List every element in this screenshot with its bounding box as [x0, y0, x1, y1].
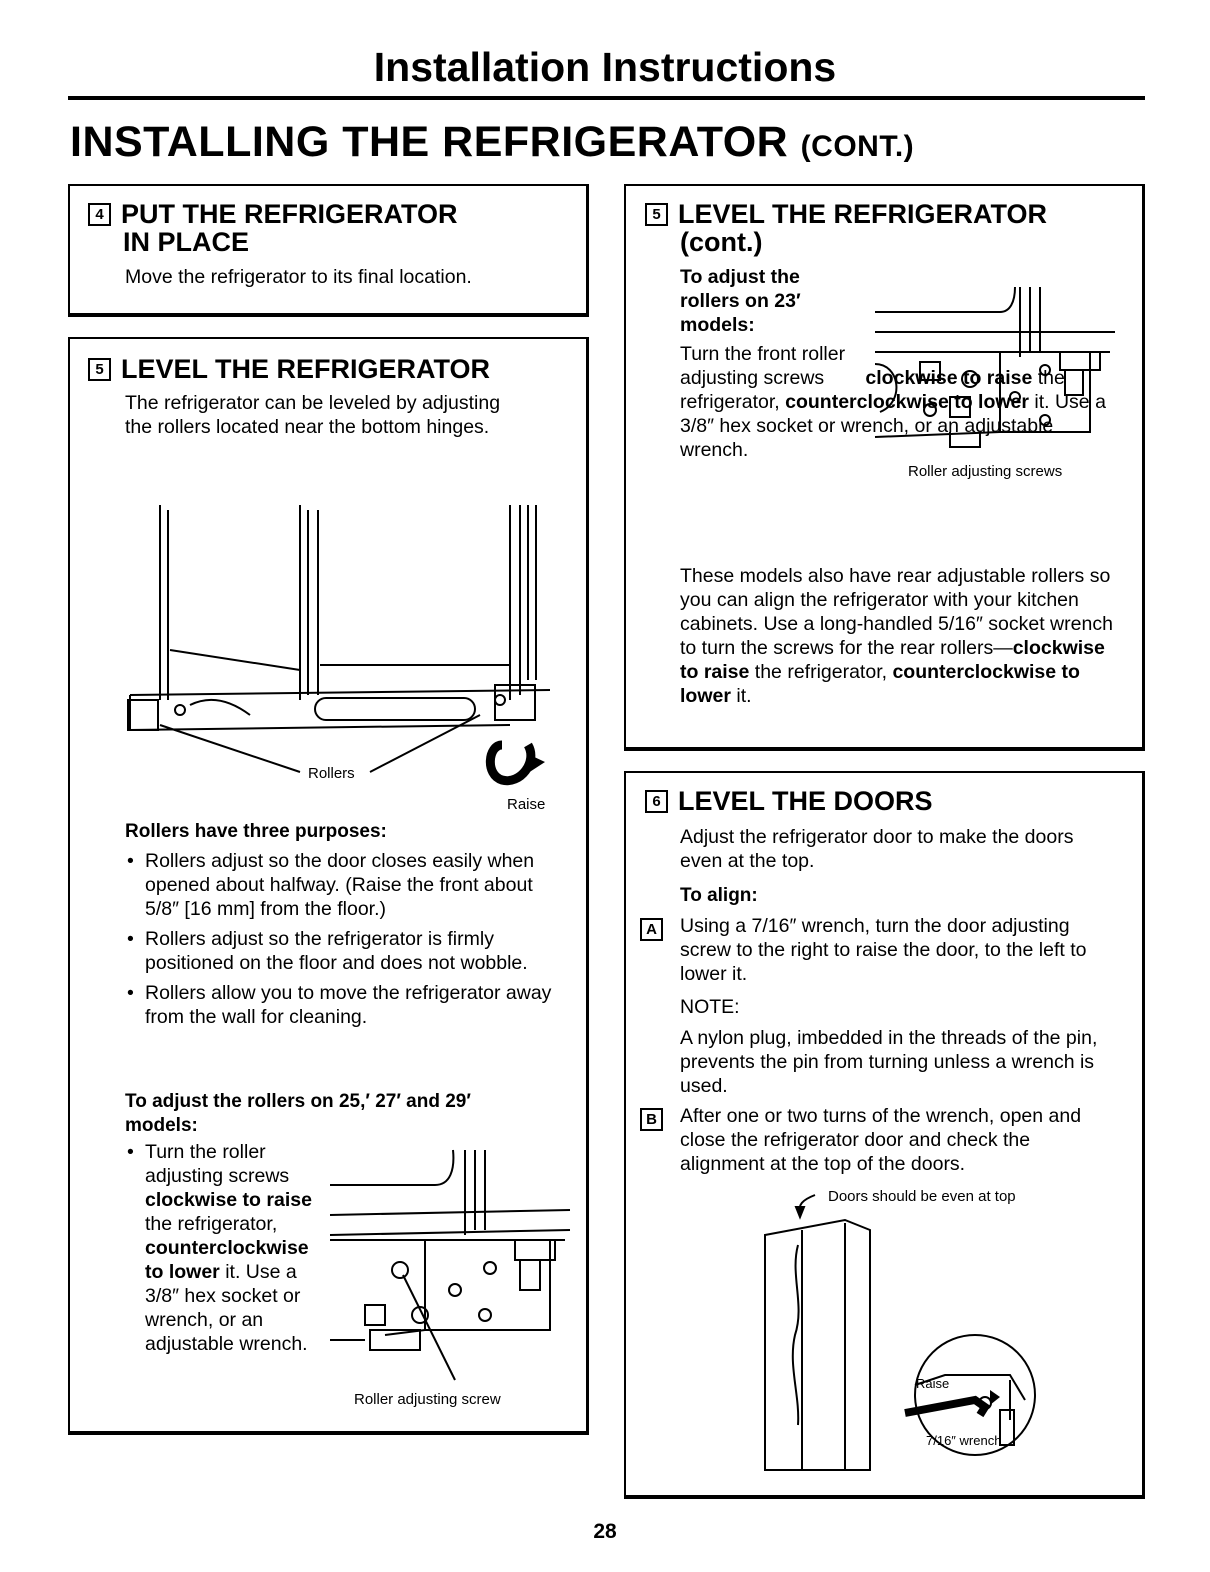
step4-number: 4	[88, 203, 111, 226]
step5-heading	[88, 355, 490, 383]
step5-cont-number: 5	[645, 203, 668, 226]
purposes-heading: Rollers have three purposes:	[125, 821, 387, 842]
purpose-item-1: • Rollers adjust so the door closes easily when opened about halfway. (Raise the front about 5/8″ [16 mm] from the floor.)	[127, 849, 567, 921]
step5-title: LEVEL THE REFRIGERATOR	[121, 354, 491, 384]
section-title-text: INSTALLING THE REFRIGERATOR	[70, 118, 789, 166]
step4-body: Move the refrigerator to its final location.	[125, 266, 472, 288]
step6-b-text: After one or two turns of the wrench, open and close the refrigerator door and check the alignment at the top of the doors.	[680, 1105, 1082, 1175]
step5-intro: The refrigerator can be leveled by adjusting the rollers located near the bottom hinges.	[125, 392, 501, 438]
rollers-label: Rollers	[308, 765, 355, 782]
step6-a-text: Using a 7/16″ wrench, turn the door adjusting screw to the right to raise the door, to the left to lower it.	[680, 915, 1087, 985]
doors-figure	[760, 1185, 1050, 1475]
doors-even-label: Doors should be even at top	[828, 1188, 1016, 1205]
step6-heading	[645, 787, 933, 815]
rear-rollers-paragraph	[680, 564, 1120, 708]
rear-d: counterclockwise to lower	[680, 661, 1080, 707]
roller-screws-23-label: Roller adjusting screws	[908, 463, 1063, 480]
roller-screw-label: Roller adjusting screw	[354, 1391, 501, 1408]
step4-title-line1: PUT THE REFRIGERATOR	[121, 199, 458, 229]
header-rule	[68, 96, 1145, 100]
step4-heading	[88, 200, 458, 256]
adjust23-a: Turn the front roller adjusting screws	[680, 343, 846, 389]
step6-b-marker	[640, 1106, 673, 1131]
adjust-bullet	[127, 1140, 332, 1356]
purposes-list	[127, 849, 567, 1035]
adjust-d: counterclockwise to lower	[145, 1237, 309, 1283]
adjust23-e: it. Use a 3/8″ hex socket or wrench, or an adjustable wrench.	[680, 391, 1106, 461]
rear-c: the refrigerator,	[754, 661, 888, 683]
adjust-e: it. Use a 3/8″ hex socket or wrench, or an adjustable wrench.	[145, 1261, 308, 1355]
rear-e: it.	[736, 685, 752, 707]
step6-number: 6	[645, 790, 668, 813]
adjust23-b: clockwise to raise	[865, 367, 1033, 389]
adjust-a: Turn the roller adjusting screws	[145, 1141, 290, 1187]
adjust23-d: counterclockwise to lower	[785, 391, 1029, 413]
doors-raise-label: Raise	[916, 1376, 950, 1391]
purpose-item-2: • Rollers adjust so the refrigerator is firmly positioned on the floor and does not wobble.	[127, 927, 567, 975]
step5-number: 5	[88, 358, 111, 381]
page-number: 28	[593, 1520, 617, 1543]
section-title	[70, 118, 914, 167]
step6-b-label: B	[640, 1108, 663, 1131]
align-heading: To align:	[680, 885, 758, 906]
adjust-heading-25-27-29: To adjust the rollers on 25,′ 27′ and 29′ models:	[125, 1091, 471, 1136]
step5-cont-heading	[645, 200, 1047, 256]
step6-title: LEVEL THE DOORS	[678, 786, 933, 816]
step6-intro: Adjust the refrigerator door to make the doors even at the top.	[680, 826, 1074, 872]
rear-b: clockwise to raise	[680, 637, 1105, 683]
step5-cont-title-line1: LEVEL THE REFRIGERATOR	[678, 199, 1048, 229]
note-text: A nylon plug, imbedded in the threads of the pin, prevents the pin from turning unless a wrench is used.	[680, 1027, 1098, 1097]
step5-cont-title-line2: (cont.)	[680, 227, 763, 257]
step6-a-label: A	[640, 918, 663, 941]
step6-a-marker	[640, 916, 673, 941]
roller-screw-figure	[325, 1140, 575, 1390]
adjust-heading-23: To adjust the rollers on 23′ models:	[680, 266, 801, 336]
section-title-suffix: (CONT.)	[800, 130, 915, 163]
step4-title-line2: IN PLACE	[123, 227, 250, 257]
page-header-title: Installation Instructions	[373, 44, 837, 90]
purpose-item-3: • Rollers allow you to move the refrigerator away from the wall for cleaning.	[127, 981, 567, 1029]
adjust-instructions-25-27-29	[127, 1140, 332, 1362]
adjust-c: the refrigerator,	[145, 1213, 278, 1235]
roller-screws-23-figure	[870, 282, 1120, 472]
wrench-label: 7/16″ wrench	[926, 1433, 1002, 1448]
adjust23-c: the refrigerator,	[680, 367, 1065, 413]
note-heading: NOTE:	[680, 996, 740, 1018]
rear-a: These models also have rear adjustable rollers so you can align the refrigerator with your kitchen cabinets. Use a long-handled 5/16″ socket wrench to turn the screws for the rear rollers—	[680, 565, 1113, 659]
adjust-b: clockwise to raise	[145, 1189, 312, 1211]
raise-label: Raise	[507, 796, 546, 813]
